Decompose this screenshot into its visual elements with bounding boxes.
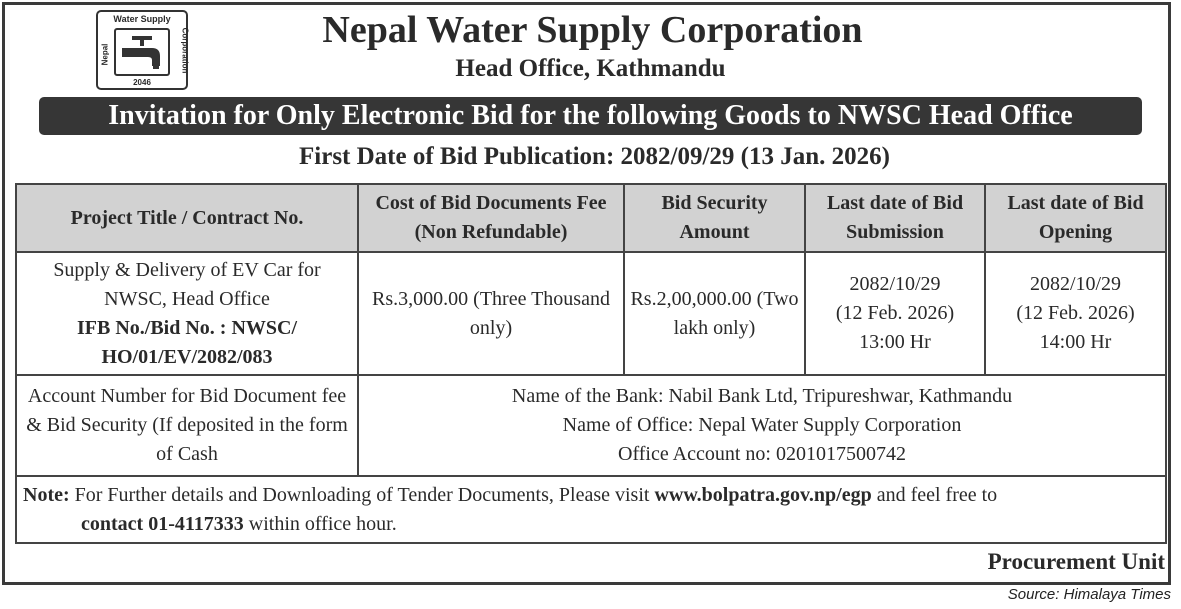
bid-table bbox=[15, 183, 1167, 544]
fee-cell: Rs.3,000.00 (Three Thousand only) bbox=[358, 252, 624, 375]
logo-year: 2046 bbox=[133, 78, 151, 87]
bank-name: Name of the Bank: Nabil Bank Ltd, Tripureshwar, Kathmandu bbox=[511, 385, 1013, 407]
opening-date-en: (12 Feb. 2026) bbox=[1016, 302, 1135, 324]
account-details bbox=[358, 375, 1166, 476]
header-fee: Cost of Bid Documents Fee (Non Refundable) bbox=[358, 184, 624, 252]
project-title: Supply & Delivery of EV Car for NWSC, Head Office bbox=[53, 258, 321, 310]
submission-cell bbox=[805, 252, 985, 375]
account-label: Account Number for Bid Document fee & Bid Security (If deposited in the form of Cash bbox=[16, 375, 358, 476]
ifb-number: IFB No./Bid No. : NWSC/ HO/01/EV/2082/083 bbox=[76, 316, 298, 368]
security-cell: Rs.2,00,000.00 (Two lakh only) bbox=[624, 252, 805, 375]
project-cell bbox=[16, 252, 358, 375]
note-text: and feel free to bbox=[871, 483, 998, 506]
account-number: Office Account no: 0201017500742 bbox=[618, 443, 906, 465]
opening-cell bbox=[985, 252, 1166, 375]
opening-date: 2082/10/29 bbox=[1029, 273, 1122, 295]
note-text: within office hour. bbox=[243, 512, 397, 535]
header-submission: Last date of Bid Submission bbox=[805, 184, 985, 252]
table-row bbox=[16, 252, 1166, 375]
table-header-row bbox=[16, 184, 1166, 252]
submission-date: 2082/10/29 bbox=[849, 273, 941, 295]
org-title: Nepal Water Supply Corporation bbox=[322, 9, 863, 51]
header-opening: Last date of Bid Opening bbox=[985, 184, 1166, 252]
office-subtitle: Head Office, Kathmandu bbox=[455, 55, 726, 82]
office-name: Name of Office: Nepal Water Supply Corporation bbox=[562, 414, 962, 436]
note-text: For Further details and Downloading of Tender Documents, Please visit bbox=[69, 483, 655, 506]
invitation-banner: Invitation for Only Electronic Bid for the following Goods to NWSC Head Office bbox=[39, 97, 1142, 135]
procurement-unit: Procurement Unit bbox=[987, 549, 1165, 574]
logo-right-text: Corporation bbox=[180, 27, 190, 74]
contact-number: contact 01-4117333 bbox=[81, 512, 244, 535]
source-credit: Source: Himalaya Times bbox=[1007, 586, 1171, 603]
note-cell bbox=[16, 476, 1166, 543]
note-row bbox=[16, 476, 1166, 543]
note-label: Note: bbox=[23, 483, 70, 506]
logo-top-text: Water Supply bbox=[113, 14, 171, 24]
header-security: Bid Security Amount bbox=[624, 184, 805, 252]
account-row bbox=[16, 375, 1166, 476]
publication-date: First Date of Bid Publication: 2082/09/29 (13 Jan. 2026) bbox=[299, 143, 890, 170]
submission-date-en: (12 Feb. 2026) bbox=[835, 302, 955, 324]
submission-time: 13:00 Hr bbox=[859, 331, 931, 353]
opening-time: 14:00 Hr bbox=[1039, 331, 1112, 353]
egp-link[interactable]: www.bolpatra.gov.np/egp bbox=[654, 483, 872, 506]
logo-left-text: Nepal bbox=[100, 43, 110, 66]
header-project: Project Title / Contract No. bbox=[16, 184, 358, 252]
